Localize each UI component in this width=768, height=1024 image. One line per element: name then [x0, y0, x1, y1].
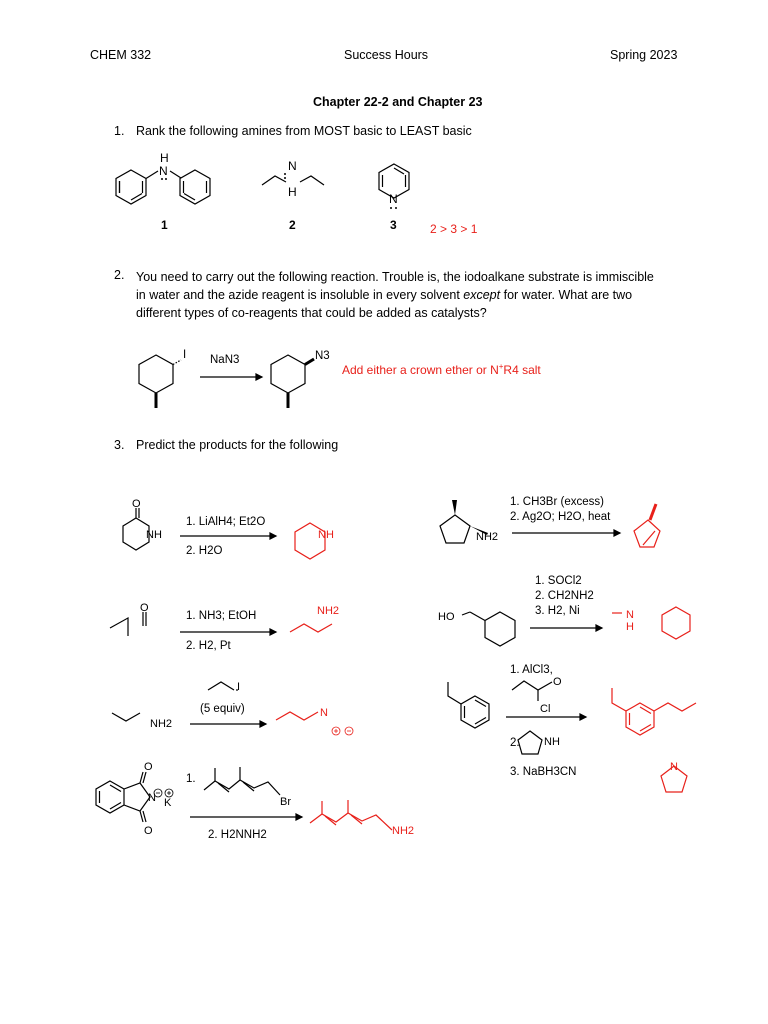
- atom-o: O: [553, 676, 562, 688]
- ketone-chain: [110, 618, 128, 636]
- atom-nh2: NH2: [150, 718, 173, 730]
- r7-step3: 3. NaBH3CN: [510, 766, 577, 778]
- atom-o: O: [140, 602, 149, 614]
- product-n-label: N: [320, 707, 328, 719]
- term: Spring 2023: [610, 48, 678, 62]
- r6-step1: 1. SOCl2: [535, 575, 582, 587]
- product-cyclopentene: [634, 520, 660, 547]
- course-code: CHEM 332: [90, 48, 152, 62]
- atom-k: K: [164, 797, 172, 809]
- product-nh2-label: NH2: [392, 825, 415, 837]
- amine-label-2: 2: [289, 218, 296, 232]
- q2-reagent: NaN3: [210, 354, 240, 366]
- pyrrolidine-reagent: [518, 731, 542, 754]
- q2-line-3: different types of co-reagents that could be added as catalysts?: [136, 306, 487, 320]
- r4-step2: 2. H2NNH2: [208, 829, 267, 841]
- atom-n: N: [288, 159, 297, 173]
- atom-n: N: [159, 164, 168, 178]
- atom-o: O: [144, 825, 153, 837]
- atom-o: O: [144, 761, 153, 773]
- q3-text: Predict the products for the following: [136, 438, 339, 452]
- r1-step1: 1. LiAlH4; Et2O: [186, 516, 266, 528]
- r2-step1: 1. NH3; EtOH: [186, 610, 257, 622]
- product-h-label: H: [626, 621, 634, 633]
- atom-br: Br: [280, 796, 291, 808]
- session-name: Success Hours: [344, 48, 429, 62]
- q2-answer: Add either a crown ether or N+R4 salt: [342, 362, 541, 377]
- product-aryl-ring: [626, 703, 654, 735]
- q2-line-2: in water and the azide reagent is insoluble in every solvent except for water. What are two: [136, 288, 633, 302]
- phthalimide-benzene: [96, 781, 124, 813]
- product-nh-label: NH: [318, 529, 334, 541]
- atom-nh: NH: [146, 529, 162, 541]
- atom-n: N: [389, 192, 398, 206]
- q2-line-1: You need to carry out the following reaction. Trouble is, the iodoalkane substrate is immiscible: [136, 270, 654, 284]
- r7-step1: 1. AlCl3,: [510, 664, 553, 676]
- r5-step1: 1. CH3Br (excess): [510, 496, 604, 508]
- q1-text: Rank the following amines from MOST basic to LEAST basic: [136, 124, 472, 138]
- atom-o: O: [132, 498, 141, 510]
- wedge-bond: [452, 500, 457, 515]
- cyclohexane-sm: [485, 612, 515, 646]
- isobutylamine-chain: [112, 713, 140, 721]
- q2-number: 2.: [114, 268, 125, 282]
- r2-step2: 2. H2, Pt: [186, 640, 231, 652]
- product-nh2-label: NH2: [317, 605, 340, 617]
- cumene-benzene: [461, 696, 489, 728]
- atom-n3: N3: [315, 350, 330, 362]
- worksheet-title: Chapter 22-2 and Chapter 23: [313, 95, 483, 109]
- ethyl-iodide: [208, 682, 234, 690]
- product-n-label: N: [670, 761, 678, 773]
- r7-step2: 2.: [510, 737, 520, 749]
- r3-reagent: (5 equiv): [200, 703, 245, 715]
- geranyl-bromide: [204, 780, 280, 795]
- amine-label-3: 3: [390, 218, 397, 232]
- atom-nh: NH: [544, 736, 560, 748]
- cyclopentane-sm: [440, 515, 470, 543]
- r6-step3: 3. H2, Ni: [535, 605, 580, 617]
- q3-number: 3.: [114, 438, 125, 452]
- amine-label-1: 1: [161, 218, 168, 232]
- atom-i: I: [183, 349, 187, 361]
- product-n-label: N: [626, 609, 634, 621]
- q1-number: 1.: [114, 124, 125, 138]
- q1-answer: 2 > 3 > 1: [430, 222, 478, 236]
- product-ammonium: [276, 712, 318, 720]
- r4-step1: 1.: [186, 773, 196, 785]
- atom-i: I: [237, 681, 241, 693]
- atom-cl: Cl: [540, 703, 551, 715]
- product-amine-r2: [290, 624, 332, 632]
- atom-h: H: [160, 151, 169, 165]
- atom-ho: HO: [438, 611, 455, 623]
- atom-h: H: [288, 185, 297, 199]
- propanoyl-chloride: [512, 681, 552, 690]
- r6-step2: 2. CH2NH2: [535, 590, 594, 602]
- atom-n: N: [148, 792, 156, 804]
- r1-step2: 2. H2O: [186, 545, 223, 557]
- atom-nh2: NH2: [476, 531, 499, 543]
- product-cyclohexane: [662, 607, 690, 639]
- r5-step2: 2. Ag2O; H2O, heat: [510, 511, 611, 523]
